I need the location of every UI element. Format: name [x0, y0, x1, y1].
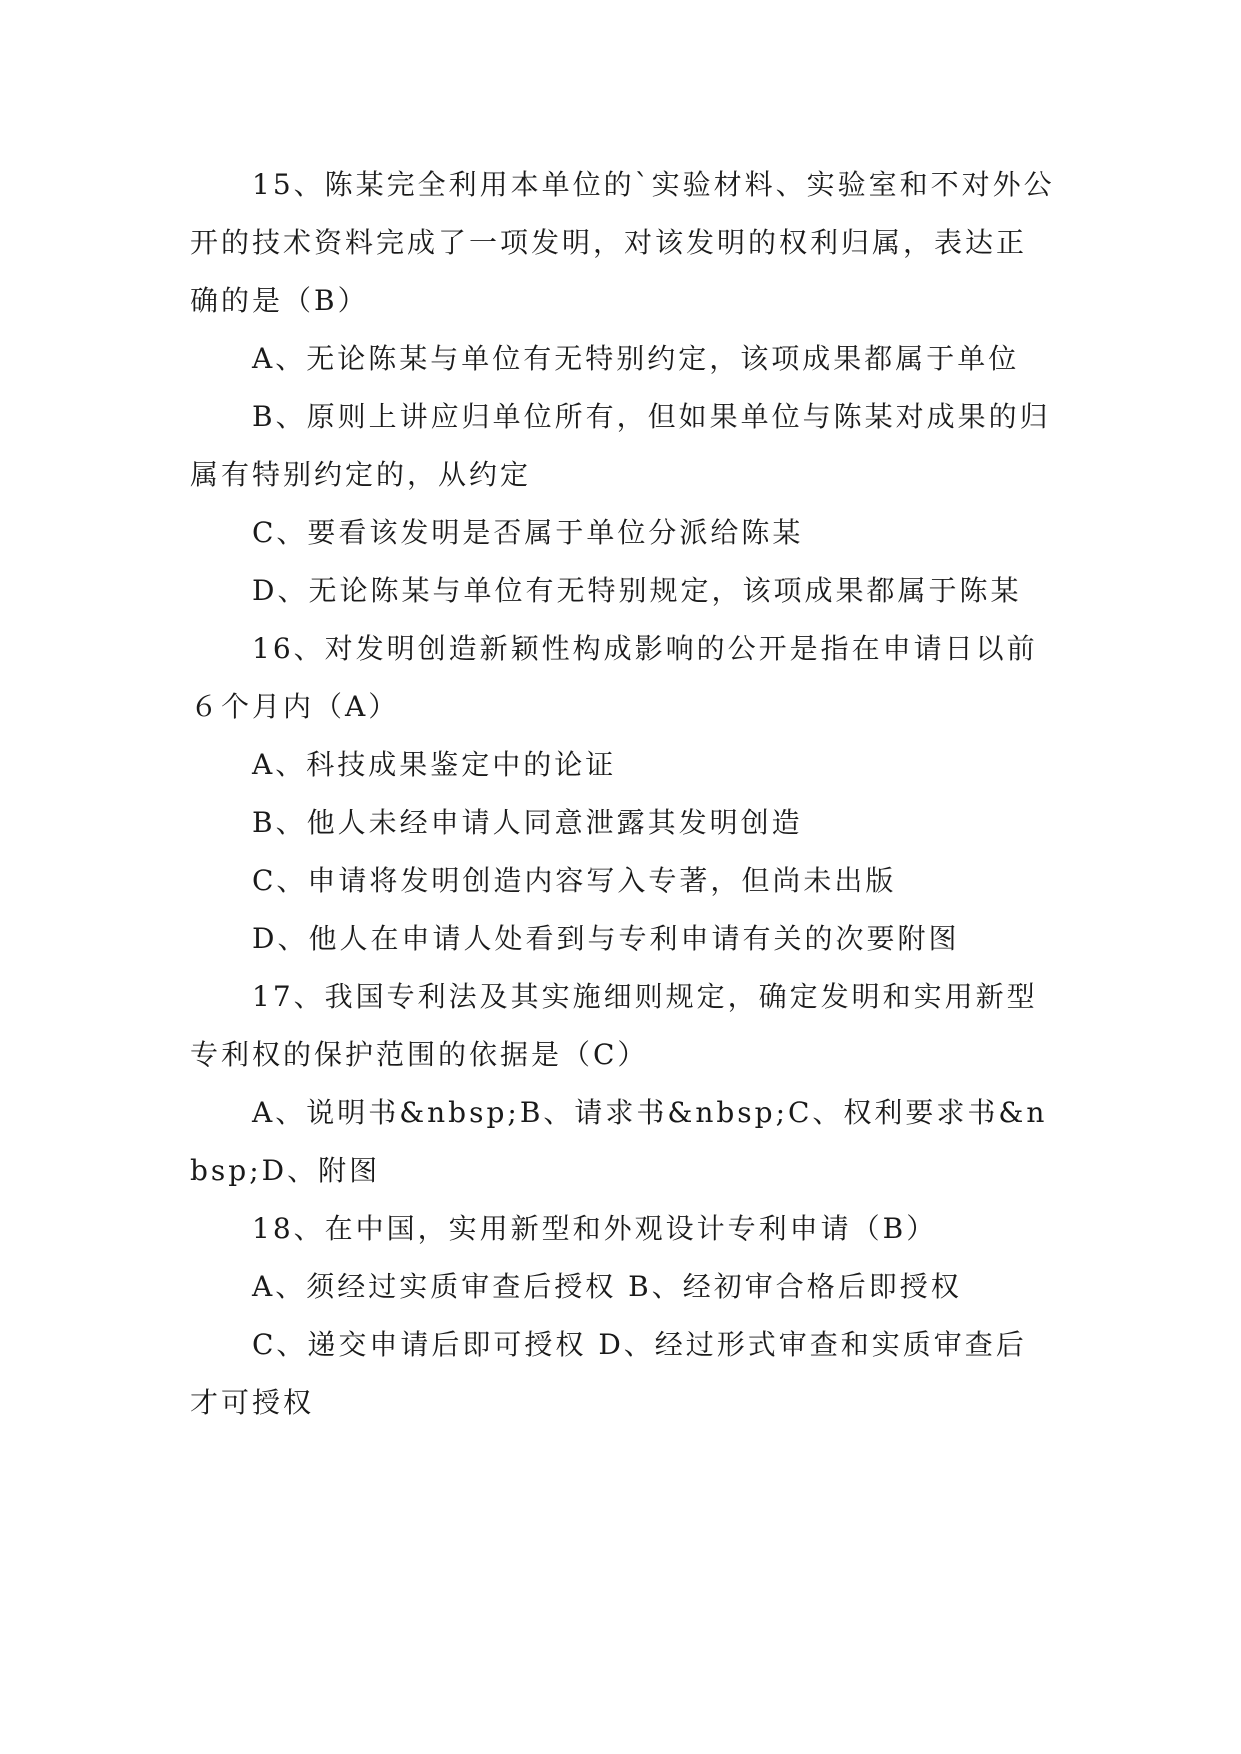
- question-16-option-b: B、他人未经申请人同意泄露其发明创造: [252, 806, 803, 839]
- question-16-option-d: D、他人在申请人处看到与专利申请有关的次要附图: [252, 922, 960, 955]
- question-15-option-c: C、要看该发明是否属于单位分派给陈某: [252, 516, 804, 549]
- question-18-options-ab: A、须经过实质审查后授权 B、经初审合格后即授权: [252, 1270, 962, 1303]
- question-15-option-a: A、无论陈某与单位有无特别约定，该项成果都属于单位: [252, 342, 1020, 375]
- question-17-stem: 17、我国专利法及其实施细则规定，确定发明和实用新型专利权的保护范围的依据是（C）: [190, 980, 1038, 1071]
- question-18-stem: 18、在中国，实用新型和外观设计专利申请（B）: [252, 1212, 938, 1245]
- question-15-option-b: B、原则上讲应归单位所有，但如果单位与陈某对成果的归属有特别约定的，从约定: [190, 400, 1051, 491]
- question-15-stem: 15、陈某完全利用本单位的`实验材料、实验室和不对外公开的技术资料完成了一项发明，对该发明的权利归属，表达正确的是（B）: [190, 168, 1055, 317]
- question-16-stem: 16、对发明创造新颖性构成影响的公开是指在申请日以前６个月内（A）: [190, 632, 1038, 723]
- question-16-option-a: A、科技成果鉴定中的论证: [252, 748, 617, 781]
- question-17-options: A、说明书&nbsp;B、请求书&nbsp;C、权利要求书&nbsp;D、附图: [190, 1096, 1048, 1187]
- question-16-option-c: C、申请将发明创造内容写入专著，但尚未出版: [252, 864, 897, 897]
- question-15-option-d: D、无论陈某与单位有无特别规定，该项成果都属于陈某: [252, 574, 1022, 607]
- question-18-options-cd: C、递交申请后即可授权 D、经过形式审查和实质审查后才可授权: [190, 1328, 1027, 1419]
- document-body: [190, 156, 1055, 1432]
